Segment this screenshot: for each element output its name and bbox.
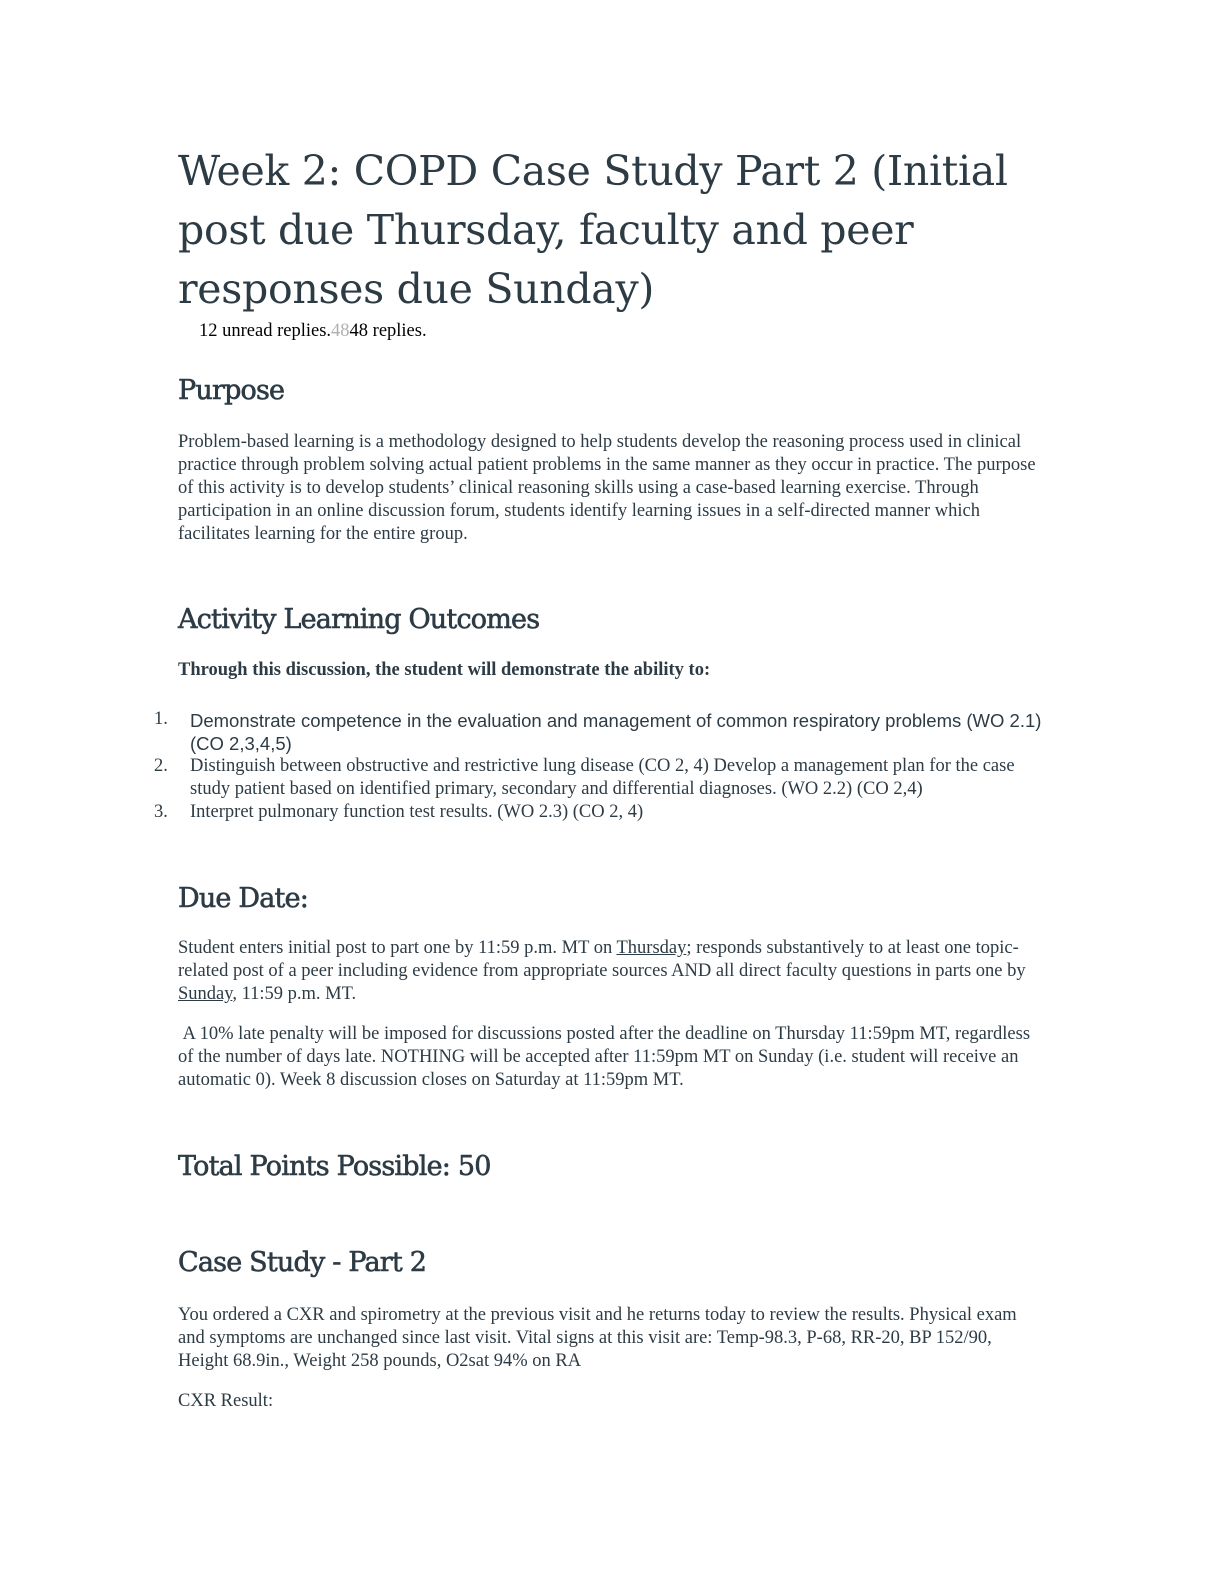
purpose-heading: Purpose	[178, 375, 285, 406]
page-title: Week 2: COPD Case Study Part 2 (Initial post due Thursday, faculty and peer responses due Sunday)	[178, 147, 1008, 313]
sunday-link: Sunday	[178, 984, 233, 1004]
points-heading: Total Points Possible: 50	[178, 1151, 491, 1182]
case-study-text: You ordered a CXR and spirometry at the previous visit and he returns today to review the results. Physical exam and symptoms are unchanged since last visit. Vital signs at this visit are: Temp-98.3, P-68, RR-20, BP 152/90, Height 68.9in., Weight 258 pounds, O2sat 94% on RA	[178, 1305, 1017, 1371]
due-text-b: ; responds substantively to at least one topic-related post of a peer including evidence from appropriate sources AND all direct faculty questions in parts one by	[178, 938, 1026, 981]
due-date-text	[178, 937, 1038, 1006]
cxr-result-label: CXR Result:	[178, 1391, 274, 1411]
list-number: 1.	[154, 709, 168, 729]
outcomes-intro: Through this discussion, the student will demonstrate the ability to:	[178, 660, 711, 680]
due-text-a: Student enters initial post to part one by 11:59 p.m. MT on	[178, 938, 617, 958]
list-text: Distinguish between obstructive and restrictive lung disease (CO 2, 4) Develop a management plan for the case study patient based on identified primary, secondary and differential diagnoses. (WO 2.2) (CO 2,4)	[190, 756, 1015, 799]
list-item	[150, 755, 1050, 801]
list-text: Demonstrate competence in the evaluation and management of common respiratory problems (WO 2.1) (CO 2,3,4,5)	[190, 710, 1042, 754]
faint-reply-count: 48	[331, 321, 350, 341]
due-date-heading: Due Date:	[178, 883, 309, 914]
unread-replies: 12 unread replies.	[199, 321, 332, 341]
case-study-heading: Case Study - Part 2	[178, 1247, 427, 1278]
thursday-link: Thursday	[616, 938, 687, 958]
late-penalty-text: A 10% late penalty will be imposed for discussions posted after the deadline on Thursday 11:59pm MT, regardless of the number of days late. NOTHING will be accepted after 11:59pm MT on Sunday (i.e. student will receive an automatic 0). Week 8 discussion closes on Saturday at 11:59pm MT.	[178, 1024, 1035, 1090]
reply-count[interactable]	[199, 321, 427, 342]
list-number: 2.	[154, 756, 168, 776]
purpose-text: Problem-based learning is a methodology designed to help students develop the reasoning process used in clinical practice through problem solving actual patient problems in the same manner as they occur in practice. The purpose of this activity is to develop students’ clinical reasoning skills using a case-based learning exercise. Through participation in an online discussion forum, students identify learning issues in a self-directed manner which facilitates learning for the entire group.	[178, 432, 1036, 544]
outcomes-heading: Activity Learning Outcomes	[178, 604, 540, 635]
due-text-c: , 11:59 p.m. MT.	[232, 984, 357, 1004]
list-text: Interpret pulmonary function test results. (WO 2.3) (CO 2, 4)	[190, 802, 644, 822]
list-number: 3.	[154, 802, 168, 822]
outcomes-list	[150, 708, 1050, 824]
list-item	[150, 801, 1050, 824]
list-item	[150, 708, 1050, 755]
total-replies: 48 replies.	[349, 321, 427, 341]
